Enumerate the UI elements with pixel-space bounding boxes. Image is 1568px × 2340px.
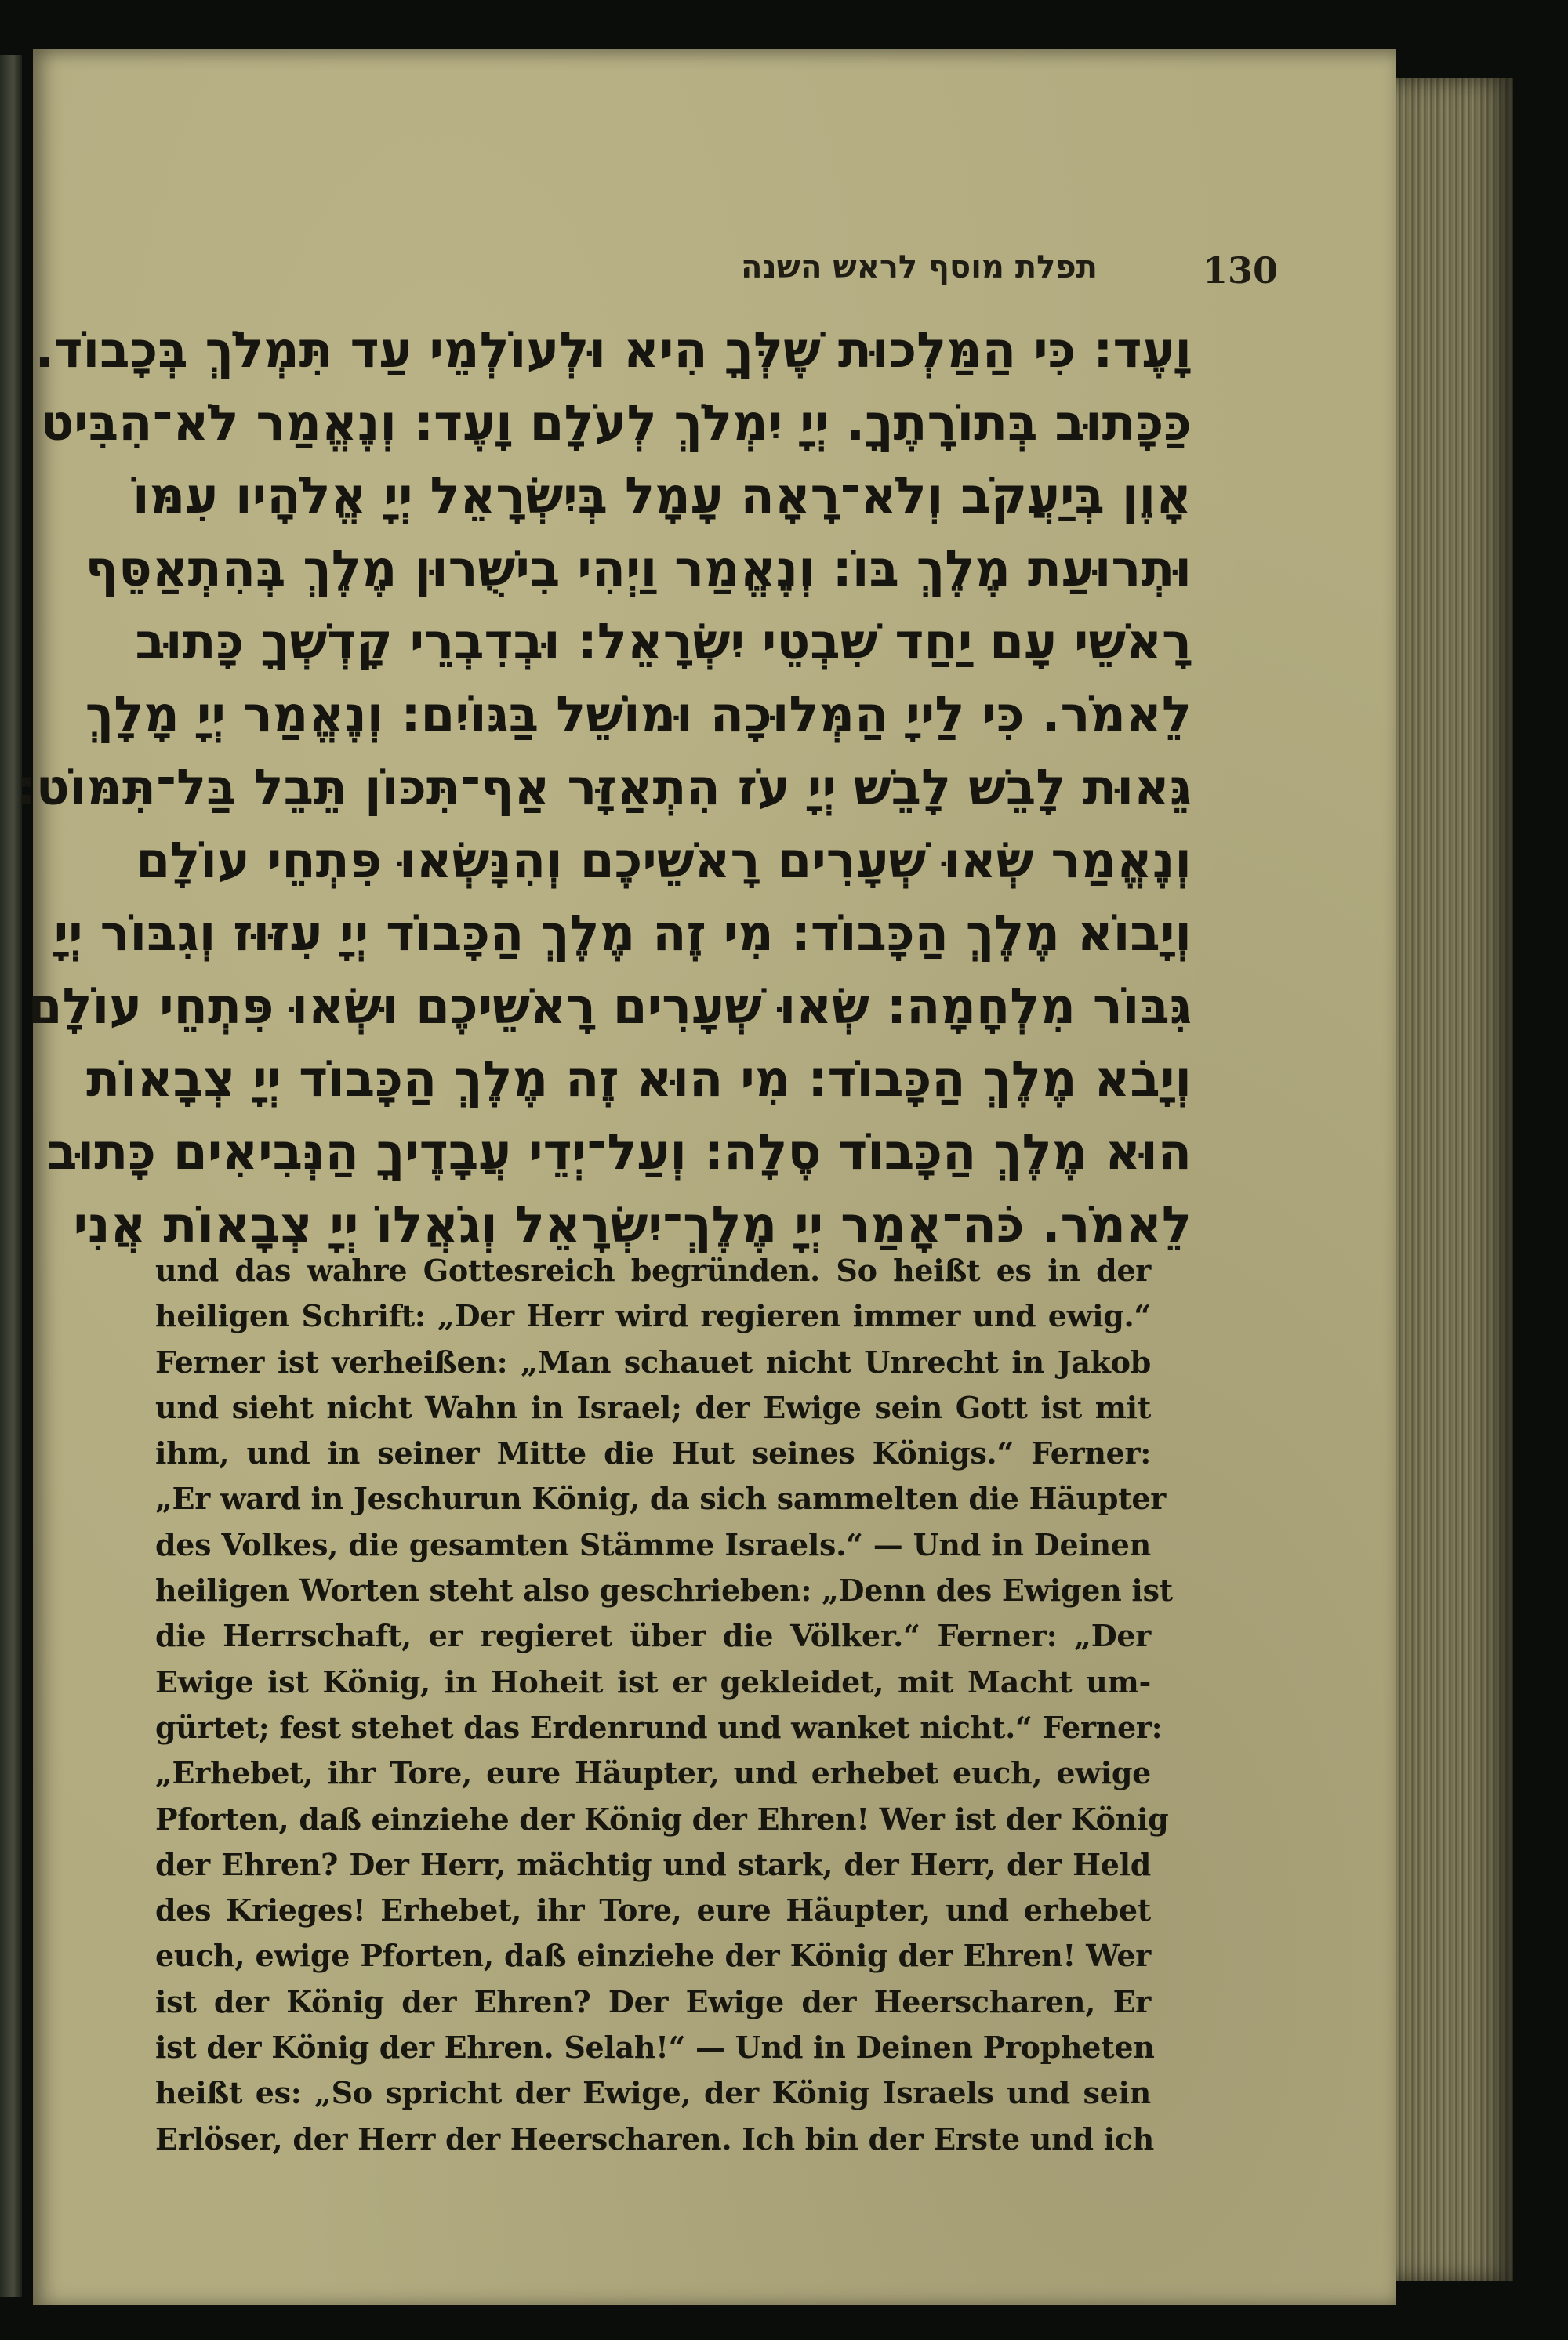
- hebrew-line: רָאשֵׁי עָם יַחַד שִׁבְטֵי יִשְׂרָאֵל: וּבְדִבְרֵי קָדְשְׁךָ כָּתוּב: [135, 613, 1192, 670]
- page-number: 130: [1202, 249, 1278, 292]
- german-line: „Er ward in Jeschurun König, da sich sammelten die Häupter: [155, 1481, 1166, 1517]
- german-line: ihm, und in seiner Mitte die Hut seines Königs.“ Ferner:: [155, 1435, 1151, 1471]
- book-left-edge: [0, 55, 22, 2297]
- hebrew-line: גִּבּוֹר מִלְחָמָה: שְׂאוּ שְׁעָרִים רָאשֵׁיכֶם וּשְׂאוּ פִּתְחֵי עוֹלָם: [27, 978, 1192, 1035]
- german-line: euch, ewige Pforten, daß einziehe der König der Ehren! Wer: [155, 1938, 1151, 1974]
- german-line: gürtet; fest stehet das Erdenrund und wanket nicht.“ Ferner:: [155, 1709, 1163, 1745]
- german-line: „Erhebet, ihr Tore, eure Häupter, und erhebet euch, ewige: [155, 1755, 1151, 1791]
- german-line: ist der König der Ehren. Selah!“ — Und in Deinen Propheten: [155, 2030, 1155, 2066]
- german-line: die Herrschaft, er regieret über die Völker.“ Ferner: „Der: [155, 1618, 1151, 1654]
- german-line: des Krieges! Erhebet, ihr Tore, eure Häupter, und erhebet: [155, 1892, 1151, 1928]
- german-line: ist der König der Ehren? Der Ewige der Heerscharen, Er: [155, 1983, 1151, 2019]
- hebrew-line: וְיָבוֹא מֶלֶךְ הַכָּבוֹד: מִי זֶה מֶלֶךְ הַכָּבוֹד יְיָ עִזּוּז וְגִבּוֹר יְיָ: [53, 905, 1192, 962]
- hebrew-line: הוּא מֶלֶךְ הַכָּבוֹד סֶלָה: וְעַל־יְדֵי עֲבָדֶיךָ הַנְּבִיאִים כָּתוּב: [47, 1123, 1192, 1181]
- german-line: der Ehren? Der Herr, mächtig und stark, der Herr, der Held: [155, 1846, 1151, 1882]
- hebrew-line: וּתְרוּעַת מֶלֶךְ בּוֹ: וְנֶאֱמַר וַיְהִי בִישֻׁרוּן מֶלֶךְ בְּהִתְאַסֵּף: [85, 540, 1192, 597]
- german-line: Ferner ist verheißen: „Man schauet nicht Unrecht in Jakob: [155, 1344, 1151, 1380]
- german-line: Pforten, daß einziehe der König der Ehren! Wer ist der König: [155, 1801, 1169, 1837]
- german-line: Ewige ist König, in Hoheit ist er gekleidet, mit Macht um-: [155, 1663, 1151, 1700]
- hebrew-line: כַּכָּתוּב בְּתוֹרָתֶךָ. יְיָ יִמְלֹךְ לְעֹלָם וָעֶד: וְנֶאֱמַר לֹא־הִבִּיט: [40, 394, 1192, 452]
- german-line: heiligen Worten steht also geschrieben: „Denn des Ewigen ist: [155, 1573, 1173, 1609]
- page-stack-edge: [1396, 78, 1513, 2281]
- running-head: [486, 249, 1278, 296]
- german-line: des Volkes, die gesamten Stämme Israels.“ — Und in Deinen: [155, 1526, 1151, 1562]
- german-translation-text: [155, 1248, 1173, 2162]
- hebrew-line: לֵאמֹר. כֹּה־אָמַר יְיָ מֶלֶךְ־יִשְׂרָאֵל וְגֹאֲלוֹ יְיָ צְבָאוֹת אֲנִי: [73, 1196, 1192, 1253]
- german-line: Erlöser, der Herr der Heerscharen. Ich bin der Erste und ich: [155, 2121, 1154, 2157]
- hebrew-line: לֵאמֹר. כִּי לַייָ הַמְּלוּכָה וּמוֹשֵׁל בַּגּוֹיִם: וְנֶאֱמַר יְיָ מָלָךְ: [85, 686, 1192, 743]
- german-line: heiligen Schrift: „Der Herr wird regieren immer und ewig.“: [155, 1298, 1151, 1334]
- hebrew-line: גֵּאוּת לָבֵשׁ לָבֵשׁ יְיָ עֹז הִתְאַזָּר אַף־תִּכּוֹן תֵּבֵל בַּל־תִּמּוֹט:: [16, 759, 1192, 816]
- hebrew-line: אָוֶן בְּיַעֲקֹב וְלֹא־רָאָה עָמָל בְּיִשְׂרָאֵל יְיָ אֱלֹהָיו עִמּוֹ: [132, 467, 1192, 524]
- hebrew-line: וְנֶאֱמַר שְׂאוּ שְׁעָרִים רָאשֵׁיכֶם וְהִנָּשְׂאוּ פִּתְחֵי עוֹלָם: [136, 832, 1192, 889]
- german-line: und sieht nicht Wahn in Israel; der Ewige sein Gott ist mit: [155, 1389, 1151, 1425]
- german-line: heißt es: „So spricht der Ewige, der König Israels und sein: [155, 2075, 1151, 2111]
- hebrew-line: וָעֶד: כִּי הַמַּלְכוּת שֶׁלְּךָ הִיא וּלְעוֹלְמֵי עַד תִּמְלֹךְ בְּכָבוֹד.: [34, 321, 1192, 379]
- hebrew-prayer-text: [16, 314, 1192, 1261]
- hebrew-line: וְיָבֹא מֶלֶךְ הַכָּבוֹד: מִי הוּא זֶה מֶלֶךְ הַכָּבוֹד יְיָ צְבָאוֹת: [86, 1050, 1192, 1108]
- german-line: und das wahre Gottesreich begründen. So heißt es in der: [155, 1253, 1151, 1288]
- running-head-title: תפלת מוסף לראש השנה: [741, 249, 1098, 285]
